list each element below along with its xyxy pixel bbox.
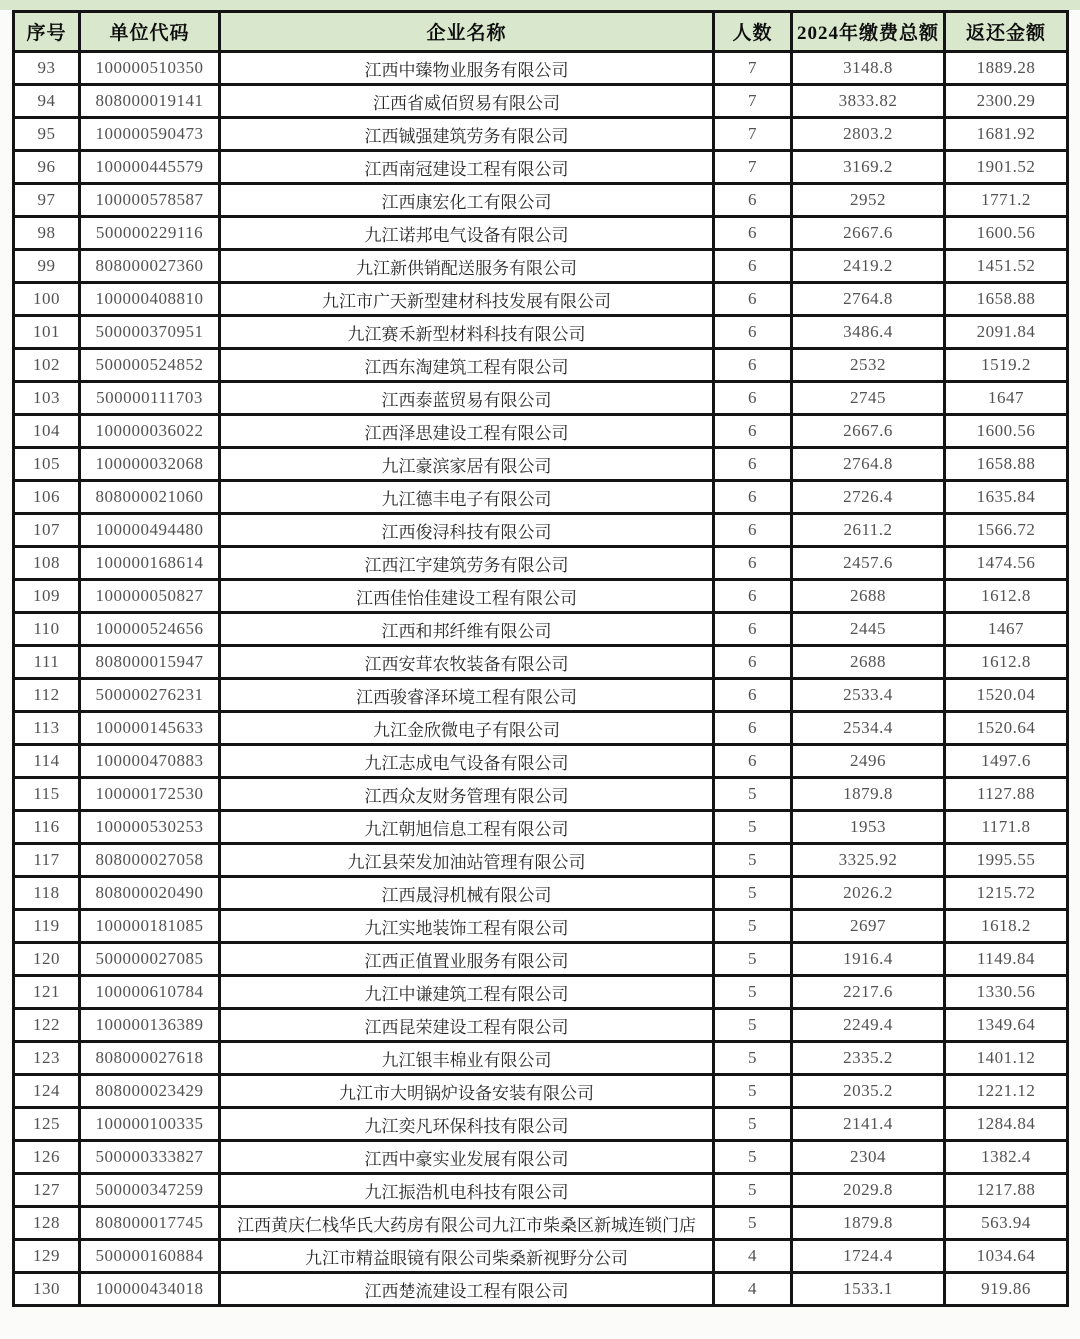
cell-headcount: 6	[714, 646, 792, 679]
cell-headcount: 6	[714, 547, 792, 580]
cell-headcount: 6	[714, 382, 792, 415]
table-row	[14, 1075, 1068, 1108]
cell-serial-number: 115	[14, 778, 80, 811]
table-row	[14, 778, 1068, 811]
cell-unit-code: 100000494480	[80, 514, 220, 547]
cell-serial-number: 123	[14, 1042, 80, 1075]
cell-serial-number: 113	[14, 712, 80, 745]
cell-serial-number: 128	[14, 1207, 80, 1240]
cell-company-name: 九江市广天新型建材科技发展有限公司	[220, 283, 714, 316]
cell-refund-amount: 1566.72	[945, 514, 1068, 547]
cell-refund-amount: 1600.56	[945, 415, 1068, 448]
table-row	[14, 85, 1068, 118]
header-row	[14, 12, 1068, 52]
cell-unit-code: 100000445579	[80, 151, 220, 184]
cell-unit-code: 808000027058	[80, 844, 220, 877]
cell-headcount: 6	[714, 481, 792, 514]
cell-company-name: 江西中臻物业服务有限公司	[220, 52, 714, 85]
cell-company-name: 江西东淘建筑工程有限公司	[220, 349, 714, 382]
cell-2024-total-paid: 2534.4	[792, 712, 945, 745]
cell-unit-code: 808000023429	[80, 1075, 220, 1108]
cell-2024-total-paid: 2611.2	[792, 514, 945, 547]
cell-serial-number: 121	[14, 976, 80, 1009]
cell-unit-code: 100000100335	[80, 1108, 220, 1141]
table-row	[14, 382, 1068, 415]
cell-refund-amount: 2300.29	[945, 85, 1068, 118]
cell-company-name: 江西俊浔科技有限公司	[220, 514, 714, 547]
cell-unit-code: 500000347259	[80, 1174, 220, 1207]
cell-refund-amount: 563.94	[945, 1207, 1068, 1240]
table-row	[14, 415, 1068, 448]
cell-serial-number: 97	[14, 184, 80, 217]
cell-refund-amount: 1034.64	[945, 1240, 1068, 1273]
table-row	[14, 811, 1068, 844]
cell-company-name: 江西正值置业服务有限公司	[220, 943, 714, 976]
cell-serial-number: 125	[14, 1108, 80, 1141]
cell-serial-number: 111	[14, 646, 80, 679]
table-row	[14, 976, 1068, 1009]
cell-headcount: 6	[714, 184, 792, 217]
cell-serial-number: 114	[14, 745, 80, 778]
cell-company-name: 江西铖强建筑劳务有限公司	[220, 118, 714, 151]
cell-company-name: 江西泽思建设工程有限公司	[220, 415, 714, 448]
cell-unit-code: 100000530253	[80, 811, 220, 844]
cell-company-name: 江西佳怡佳建设工程有限公司	[220, 580, 714, 613]
cell-serial-number: 130	[14, 1273, 80, 1306]
cell-2024-total-paid: 2249.4	[792, 1009, 945, 1042]
cell-company-name: 江西和邦纤维有限公司	[220, 613, 714, 646]
cell-headcount: 5	[714, 976, 792, 1009]
cell-2024-total-paid: 2419.2	[792, 250, 945, 283]
table-row	[14, 844, 1068, 877]
cell-company-name: 九江振浩机电科技有限公司	[220, 1174, 714, 1207]
cell-headcount: 7	[714, 151, 792, 184]
cell-headcount: 5	[714, 1042, 792, 1075]
cell-headcount: 5	[714, 1108, 792, 1141]
cell-serial-number: 98	[14, 217, 80, 250]
cell-headcount: 7	[714, 52, 792, 85]
cell-unit-code: 808000027618	[80, 1042, 220, 1075]
cell-unit-code: 500000524852	[80, 349, 220, 382]
cell-refund-amount: 1217.88	[945, 1174, 1068, 1207]
cell-company-name: 九江奕凡环保科技有限公司	[220, 1108, 714, 1141]
cell-headcount: 6	[714, 217, 792, 250]
cell-headcount: 7	[714, 118, 792, 151]
table-row	[14, 580, 1068, 613]
cell-refund-amount: 2091.84	[945, 316, 1068, 349]
cell-company-name: 江西晟浔机械有限公司	[220, 877, 714, 910]
cell-company-name: 江西众友财务管理有限公司	[220, 778, 714, 811]
table-row	[14, 481, 1068, 514]
cell-company-name: 江西骏睿泽环境工程有限公司	[220, 679, 714, 712]
table-row	[14, 646, 1068, 679]
header-serial-number: 序号	[14, 12, 80, 52]
cell-company-name: 九江志成电气设备有限公司	[220, 745, 714, 778]
cell-headcount: 4	[714, 1240, 792, 1273]
cell-unit-code: 500000160884	[80, 1240, 220, 1273]
table-row	[14, 679, 1068, 712]
table-row	[14, 1273, 1068, 1306]
cell-unit-code: 500000370951	[80, 316, 220, 349]
cell-2024-total-paid: 2035.2	[792, 1075, 945, 1108]
cell-2024-total-paid: 1916.4	[792, 943, 945, 976]
table-row	[14, 1141, 1068, 1174]
cell-headcount: 5	[714, 910, 792, 943]
cell-serial-number: 96	[14, 151, 80, 184]
table-row	[14, 1042, 1068, 1075]
cell-company-name: 江西省威佰贸易有限公司	[220, 85, 714, 118]
cell-unit-code: 100000408810	[80, 283, 220, 316]
cell-unit-code: 808000021060	[80, 481, 220, 514]
cell-serial-number: 118	[14, 877, 80, 910]
table-row	[14, 184, 1068, 217]
cell-serial-number: 107	[14, 514, 80, 547]
cell-2024-total-paid: 1879.8	[792, 1207, 945, 1240]
cell-serial-number: 126	[14, 1141, 80, 1174]
cell-unit-code: 100000524656	[80, 613, 220, 646]
cell-headcount: 7	[714, 85, 792, 118]
cell-refund-amount: 1467	[945, 613, 1068, 646]
cell-refund-amount: 1635.84	[945, 481, 1068, 514]
cell-serial-number: 119	[14, 910, 80, 943]
header-2024-total-paid: 2024年缴费总额	[792, 12, 945, 52]
top-green-strip	[0, 0, 1080, 10]
table-row	[14, 316, 1068, 349]
cell-serial-number: 108	[14, 547, 80, 580]
cell-company-name: 九江德丰电子有限公司	[220, 481, 714, 514]
cell-headcount: 6	[714, 745, 792, 778]
table-body	[14, 52, 1068, 1306]
cell-headcount: 6	[714, 349, 792, 382]
cell-unit-code: 808000015947	[80, 646, 220, 679]
cell-headcount: 6	[714, 250, 792, 283]
cell-refund-amount: 1519.2	[945, 349, 1068, 382]
cell-unit-code: 100000136389	[80, 1009, 220, 1042]
cell-headcount: 4	[714, 1273, 792, 1306]
cell-unit-code: 100000172530	[80, 778, 220, 811]
table-row	[14, 250, 1068, 283]
cell-company-name: 九江市精益眼镜有限公司柴桑新视野分公司	[220, 1240, 714, 1273]
cell-serial-number: 106	[14, 481, 80, 514]
cell-2024-total-paid: 2667.6	[792, 217, 945, 250]
cell-2024-total-paid: 3833.82	[792, 85, 945, 118]
cell-company-name: 九江新供销配送服务有限公司	[220, 250, 714, 283]
cell-serial-number: 101	[14, 316, 80, 349]
cell-unit-code: 808000017745	[80, 1207, 220, 1240]
cell-refund-amount: 1647	[945, 382, 1068, 415]
cell-company-name: 江西黄庆仁栈华氏大药房有限公司九江市柴桑区新城连锁门店	[220, 1207, 714, 1240]
cell-company-name: 九江赛禾新型材料科技有限公司	[220, 316, 714, 349]
cell-company-name: 九江银丰棉业有限公司	[220, 1042, 714, 1075]
cell-refund-amount: 1221.12	[945, 1075, 1068, 1108]
cell-serial-number: 95	[14, 118, 80, 151]
cell-serial-number: 93	[14, 52, 80, 85]
cell-company-name: 江西泰蓝贸易有限公司	[220, 382, 714, 415]
cell-refund-amount: 1612.8	[945, 580, 1068, 613]
table-row	[14, 613, 1068, 646]
cell-2024-total-paid: 2688	[792, 580, 945, 613]
cell-2024-total-paid: 2952	[792, 184, 945, 217]
cell-company-name: 江西昆荣建设工程有限公司	[220, 1009, 714, 1042]
table-row	[14, 448, 1068, 481]
table-row	[14, 514, 1068, 547]
cell-headcount: 5	[714, 1141, 792, 1174]
table-row	[14, 745, 1068, 778]
cell-unit-code: 100000181085	[80, 910, 220, 943]
cell-serial-number: 112	[14, 679, 80, 712]
table-row	[14, 118, 1068, 151]
table-row	[14, 547, 1068, 580]
cell-2024-total-paid: 2335.2	[792, 1042, 945, 1075]
cell-serial-number: 124	[14, 1075, 80, 1108]
cell-2024-total-paid: 2533.4	[792, 679, 945, 712]
cell-2024-total-paid: 3486.4	[792, 316, 945, 349]
cell-unit-code: 500000111703	[80, 382, 220, 415]
cell-serial-number: 129	[14, 1240, 80, 1273]
cell-refund-amount: 1771.2	[945, 184, 1068, 217]
cell-serial-number: 103	[14, 382, 80, 415]
cell-serial-number: 116	[14, 811, 80, 844]
cell-2024-total-paid: 2141.4	[792, 1108, 945, 1141]
cell-unit-code: 500000027085	[80, 943, 220, 976]
cell-unit-code: 500000229116	[80, 217, 220, 250]
cell-headcount: 5	[714, 811, 792, 844]
cell-2024-total-paid: 2764.8	[792, 283, 945, 316]
cell-serial-number: 100	[14, 283, 80, 316]
cell-refund-amount: 1401.12	[945, 1042, 1068, 1075]
cell-unit-code: 100000050827	[80, 580, 220, 613]
cell-unit-code: 100000036022	[80, 415, 220, 448]
cell-serial-number: 117	[14, 844, 80, 877]
cell-headcount: 6	[714, 283, 792, 316]
cell-unit-code: 100000590473	[80, 118, 220, 151]
cell-company-name: 江西楚流建设工程有限公司	[220, 1273, 714, 1306]
cell-2024-total-paid: 3148.8	[792, 52, 945, 85]
cell-2024-total-paid: 2726.4	[792, 481, 945, 514]
cell-company-name: 九江豪滨家居有限公司	[220, 448, 714, 481]
cell-headcount: 6	[714, 712, 792, 745]
cell-headcount: 6	[714, 613, 792, 646]
cell-unit-code: 500000276231	[80, 679, 220, 712]
cell-refund-amount: 1618.2	[945, 910, 1068, 943]
cell-2024-total-paid: 1533.1	[792, 1273, 945, 1306]
cell-company-name: 江西中豪实业发展有限公司	[220, 1141, 714, 1174]
cell-refund-amount: 1284.84	[945, 1108, 1068, 1141]
header-refund-amount: 返还金额	[945, 12, 1068, 52]
cell-refund-amount: 1171.8	[945, 811, 1068, 844]
cell-company-name: 江西安茸农牧装备有限公司	[220, 646, 714, 679]
cell-refund-amount: 1658.88	[945, 283, 1068, 316]
table-row	[14, 1108, 1068, 1141]
cell-company-name: 江西江宇建筑劳务有限公司	[220, 547, 714, 580]
cell-refund-amount: 1901.52	[945, 151, 1068, 184]
cell-headcount: 5	[714, 1009, 792, 1042]
table-row	[14, 349, 1068, 382]
cell-headcount: 5	[714, 1174, 792, 1207]
cell-2024-total-paid: 2745	[792, 382, 945, 415]
cell-2024-total-paid: 2688	[792, 646, 945, 679]
cell-2024-total-paid: 2803.2	[792, 118, 945, 151]
cell-refund-amount: 1451.52	[945, 250, 1068, 283]
cell-refund-amount: 1520.64	[945, 712, 1068, 745]
cell-company-name: 九江市大明锅炉设备安装有限公司	[220, 1075, 714, 1108]
table-row	[14, 1009, 1068, 1042]
cell-2024-total-paid: 3169.2	[792, 151, 945, 184]
cell-company-name: 九江金欣微电子有限公司	[220, 712, 714, 745]
table-row	[14, 1240, 1068, 1273]
cell-refund-amount: 1889.28	[945, 52, 1068, 85]
header-unit-code: 单位代码	[80, 12, 220, 52]
cell-unit-code: 100000145633	[80, 712, 220, 745]
cell-2024-total-paid: 2764.8	[792, 448, 945, 481]
cell-serial-number: 120	[14, 943, 80, 976]
cell-refund-amount: 919.86	[945, 1273, 1068, 1306]
cell-2024-total-paid: 1879.8	[792, 778, 945, 811]
table-row	[14, 283, 1068, 316]
cell-company-name: 九江中谦建筑工程有限公司	[220, 976, 714, 1009]
cell-refund-amount: 1612.8	[945, 646, 1068, 679]
cell-refund-amount: 1658.88	[945, 448, 1068, 481]
cell-refund-amount: 1330.56	[945, 976, 1068, 1009]
cell-2024-total-paid: 2026.2	[792, 877, 945, 910]
cell-unit-code: 100000168614	[80, 547, 220, 580]
cell-headcount: 6	[714, 448, 792, 481]
table-row	[14, 1174, 1068, 1207]
cell-unit-code: 100000470883	[80, 745, 220, 778]
cell-refund-amount: 1995.55	[945, 844, 1068, 877]
cell-unit-code: 100000578587	[80, 184, 220, 217]
cell-headcount: 5	[714, 844, 792, 877]
fee-refund-table	[12, 10, 1069, 1307]
cell-company-name: 九江实地装饰工程有限公司	[220, 910, 714, 943]
cell-2024-total-paid: 1724.4	[792, 1240, 945, 1273]
cell-refund-amount: 1600.56	[945, 217, 1068, 250]
cell-serial-number: 102	[14, 349, 80, 382]
table-row	[14, 712, 1068, 745]
header-headcount: 人数	[714, 12, 792, 52]
cell-unit-code: 100000434018	[80, 1273, 220, 1306]
cell-unit-code: 808000019141	[80, 85, 220, 118]
cell-company-name: 江西康宏化工有限公司	[220, 184, 714, 217]
cell-serial-number: 110	[14, 613, 80, 646]
cell-2024-total-paid: 2697	[792, 910, 945, 943]
cell-headcount: 5	[714, 943, 792, 976]
cell-serial-number: 104	[14, 415, 80, 448]
cell-2024-total-paid: 2445	[792, 613, 945, 646]
cell-unit-code: 100000610784	[80, 976, 220, 1009]
cell-2024-total-paid: 2217.6	[792, 976, 945, 1009]
cell-2024-total-paid: 2667.6	[792, 415, 945, 448]
cell-serial-number: 105	[14, 448, 80, 481]
cell-headcount: 5	[714, 1075, 792, 1108]
cell-serial-number: 122	[14, 1009, 80, 1042]
cell-refund-amount: 1520.04	[945, 679, 1068, 712]
cell-2024-total-paid: 1953	[792, 811, 945, 844]
cell-headcount: 6	[714, 580, 792, 613]
cell-headcount: 5	[714, 1207, 792, 1240]
cell-2024-total-paid: 2304	[792, 1141, 945, 1174]
table-row	[14, 1207, 1068, 1240]
cell-headcount: 5	[714, 877, 792, 910]
cell-refund-amount: 1215.72	[945, 877, 1068, 910]
cell-2024-total-paid: 2457.6	[792, 547, 945, 580]
cell-refund-amount: 1127.88	[945, 778, 1068, 811]
cell-refund-amount: 1474.56	[945, 547, 1068, 580]
cell-2024-total-paid: 2029.8	[792, 1174, 945, 1207]
cell-refund-amount: 1149.84	[945, 943, 1068, 976]
cell-headcount: 6	[714, 316, 792, 349]
cell-unit-code: 100000032068	[80, 448, 220, 481]
table-row	[14, 910, 1068, 943]
cell-2024-total-paid: 2496	[792, 745, 945, 778]
cell-refund-amount: 1382.4	[945, 1141, 1068, 1174]
cell-refund-amount: 1349.64	[945, 1009, 1068, 1042]
cell-serial-number: 109	[14, 580, 80, 613]
cell-serial-number: 99	[14, 250, 80, 283]
cell-company-name: 九江诺邦电气设备有限公司	[220, 217, 714, 250]
cell-serial-number: 94	[14, 85, 80, 118]
cell-unit-code: 808000020490	[80, 877, 220, 910]
table-row	[14, 943, 1068, 976]
table-row	[14, 151, 1068, 184]
header-company-name: 企业名称	[220, 12, 714, 52]
cell-headcount: 6	[714, 415, 792, 448]
cell-company-name: 九江朝旭信息工程有限公司	[220, 811, 714, 844]
cell-serial-number: 127	[14, 1174, 80, 1207]
table-row	[14, 217, 1068, 250]
cell-2024-total-paid: 3325.92	[792, 844, 945, 877]
cell-unit-code: 100000510350	[80, 52, 220, 85]
cell-headcount: 6	[714, 679, 792, 712]
cell-unit-code: 500000333827	[80, 1141, 220, 1174]
cell-headcount: 5	[714, 778, 792, 811]
table-row	[14, 877, 1068, 910]
cell-refund-amount: 1497.6	[945, 745, 1068, 778]
cell-headcount: 6	[714, 514, 792, 547]
cell-unit-code: 808000027360	[80, 250, 220, 283]
cell-company-name: 九江县荣发加油站管理有限公司	[220, 844, 714, 877]
cell-2024-total-paid: 2532	[792, 349, 945, 382]
cell-company-name: 江西南冠建设工程有限公司	[220, 151, 714, 184]
table-row	[14, 52, 1068, 85]
cell-refund-amount: 1681.92	[945, 118, 1068, 151]
